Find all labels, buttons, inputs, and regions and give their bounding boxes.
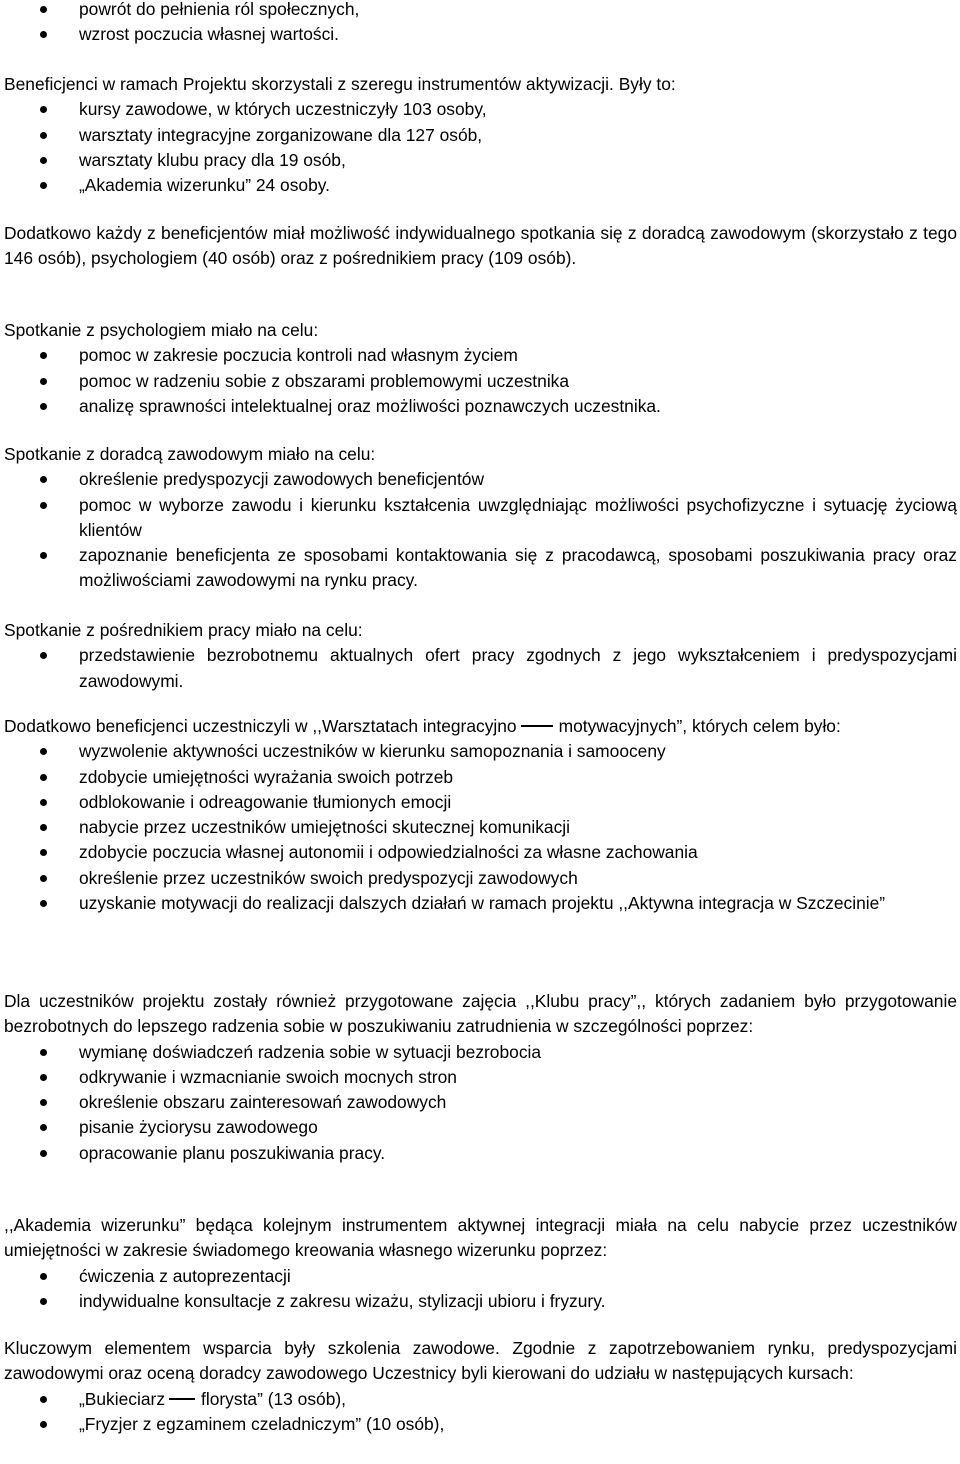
list-item: kursy zawodowe, w których uczestniczyły 103 osoby,: [4, 97, 957, 122]
advisor-goals-list: [4, 467, 957, 593]
list-item: pomoc w radzeniu sobie z obszarami problemowymi uczestnika: [4, 369, 957, 394]
section-job-club: [4, 989, 957, 1166]
psychologist-goals-list: [4, 343, 957, 419]
list-item: pomoc w zakresie poczucia kontroli nad własnym życiem: [4, 343, 957, 368]
list-item: ćwiczenia z autoprezentacji: [4, 1264, 957, 1289]
dash-icon: [169, 1398, 195, 1400]
dash-icon: [521, 725, 553, 727]
list-item: wyzwolenie aktywności uczestników w kierunku samopoznania i samooceny: [4, 739, 957, 764]
list-item: „Akademia wizerunku” 24 osoby.: [4, 173, 957, 198]
section-image-academy: [4, 1213, 957, 1314]
section-vocational-training: [4, 1336, 957, 1437]
list-item: pomoc w wyborze zawodu i kierunku kształcenia uwzględniając możliwości psychofizyczne i sytuację życiową klientów: [4, 493, 957, 544]
list-item: opracowanie planu poszukiwania pracy.: [4, 1141, 957, 1166]
bullet-icon: [40, 1273, 47, 1280]
bullet-icon: [40, 774, 47, 781]
bullet-icon: [40, 132, 47, 139]
bullet-icon: [40, 652, 47, 659]
bullet-icon: [40, 875, 47, 882]
paragraph: Dla uczestników projektu zostały również przygotowane zajęcia ,,Klubu pracy”,, których zadaniem było przygotowanie bezrobotnych do lepszego radzenia sobie w poszukiwaniu zatrudnienia w szczególności poprzez:: [4, 991, 957, 1037]
list-item: wymianę doświadczeń radzenia sobie w sytuacji bezrobocia: [4, 1040, 957, 1065]
agent-goals-list: [4, 643, 957, 694]
bullet-icon: [40, 1396, 47, 1403]
paragraph: Beneficjenci w ramach Projektu skorzystali z szeregu instrumentów aktywizacji. Były to:: [4, 74, 676, 94]
list-item: warsztaty klubu pracy dla 19 osób,: [4, 148, 957, 173]
paragraph: Spotkanie z psychologiem miało na celu:: [4, 320, 319, 340]
list-item: zapoznanie beneficjenta ze sposobami kontaktowania się z pracodawcą, sposobami poszukiwania pracy oraz możliwościami zawodowymi na rynku pracy.: [4, 543, 957, 594]
bullet-icon: [40, 799, 47, 806]
list-item: zdobycie poczucia własnej autonomii i odpowiedzialności za własne zachowania: [4, 840, 957, 865]
bullet-icon: [40, 378, 47, 385]
bullet-icon: [40, 182, 47, 189]
paragraph: Spotkanie z pośrednikiem pracy miało na celu:: [4, 620, 363, 640]
section-workshops: [4, 714, 957, 916]
bullet-icon: [40, 824, 47, 831]
paragraph: Dodatkowo każdy z beneficjentów miał możliwość indywidualnego spotkania się z doradcą zawodowym (skorzystało z tego 146 osób), psychologiem (40 osób) oraz z pośrednikiem pracy (109 osób).: [4, 223, 957, 269]
list-item: powrót do pełnienia ról społecznych,: [4, 0, 957, 22]
job-club-list: [4, 1040, 957, 1166]
list-item: „Bukieciarz florysta” (13 osób),: [4, 1387, 957, 1412]
list-item: warsztaty integracyjne zorganizowane dla 127 osób,: [4, 123, 957, 148]
list-item: przedstawienie bezrobotnemu aktualnych ofert pracy zgodnych z jego wykształceniem i predyspozycjami zawodowymi.: [4, 643, 957, 694]
bullet-icon: [40, 849, 47, 856]
workshop-goals-list: [4, 739, 957, 916]
list-item: nabycie przez uczestników umiejętności skutecznej komunikacji: [4, 815, 957, 840]
paragraph: Dodatkowo beneficjenci uczestniczyli w ,,Warsztatach integracyjno motywacyjnych”, których celem było:: [4, 716, 841, 736]
bullet-icon: [40, 6, 47, 13]
list-item: określenie przez uczestników swoich predyspozycji zawodowych: [4, 866, 957, 891]
list-item: wzrost poczucia własnej wartości.: [4, 22, 957, 47]
bullet-icon: [40, 1049, 47, 1056]
list-item: analizę sprawności intelektualnej oraz możliwości poznawczych uczestnika.: [4, 394, 957, 419]
top-bullet-list: [4, 0, 957, 48]
bullet-icon: [40, 1099, 47, 1106]
bullet-icon: [40, 502, 47, 509]
bullet-icon: [40, 1298, 47, 1305]
instruments-list: [4, 97, 957, 198]
bullet-icon: [40, 1150, 47, 1157]
list-item: odkrywanie i wzmacnianie swoich mocnych stron: [4, 1065, 957, 1090]
list-item: indywidualne konsultacje z zakresu wizażu, stylizacji ubioru i fryzury.: [4, 1289, 957, 1314]
list-item: określenie obszaru zainteresowań zawodowych: [4, 1090, 957, 1115]
bullet-icon: [40, 1124, 47, 1131]
paragraph: Kluczowym elementem wsparcia były szkolenia zawodowe. Zgodnie z zapotrzebowaniem rynku, predyspozycjami zawodowymi oraz oceną doradcy zawodowego Uczestnicy byli kierowani do udziału w następujących kursach:: [4, 1338, 957, 1384]
list-item: odblokowanie i odreagowanie tłumionych emocji: [4, 790, 957, 815]
bullet-icon: [40, 476, 47, 483]
bullet-icon: [40, 106, 47, 113]
section-job-agent: [4, 618, 957, 694]
list-item: „Fryzjer z egzaminem czeladniczym” (10 osób),: [4, 1412, 957, 1437]
section-instruments: [4, 72, 957, 198]
bullet-icon: [40, 1421, 47, 1428]
bullet-icon: [40, 157, 47, 164]
image-academy-list: [4, 1264, 957, 1315]
section-psychologist: [4, 318, 957, 419]
bullet-icon: [40, 748, 47, 755]
courses-list: [4, 1387, 957, 1438]
paragraph: Spotkanie z doradcą zawodowym miało na celu:: [4, 444, 376, 464]
bullet-icon: [40, 900, 47, 907]
bullet-icon: [40, 1074, 47, 1081]
list-item: zdobycie umiejętności wyrażania swoich potrzeb: [4, 765, 957, 790]
bullet-icon: [40, 552, 47, 559]
bullet-icon: [40, 31, 47, 38]
list-item: uzyskanie motywacji do realizacji dalszych działań w ramach projektu ,,Aktywna integracja w Szczecinie”: [4, 891, 957, 916]
paragraph: ,,Akademia wizerunku” będąca kolejnym instrumentem aktywnej integracji miała na celu nabycie przez uczestników umiejętności w zakresie świadomego kreowania własnego wizerunku poprzez:: [4, 1215, 957, 1261]
bullet-icon: [40, 352, 47, 359]
list-item: pisanie życiorysu zawodowego: [4, 1115, 957, 1140]
section-individual-meetings: [4, 221, 957, 272]
bullet-icon: [40, 403, 47, 410]
section-career-advisor: [4, 442, 957, 594]
list-item: określenie predyspozycji zawodowych beneficjentów: [4, 467, 957, 492]
